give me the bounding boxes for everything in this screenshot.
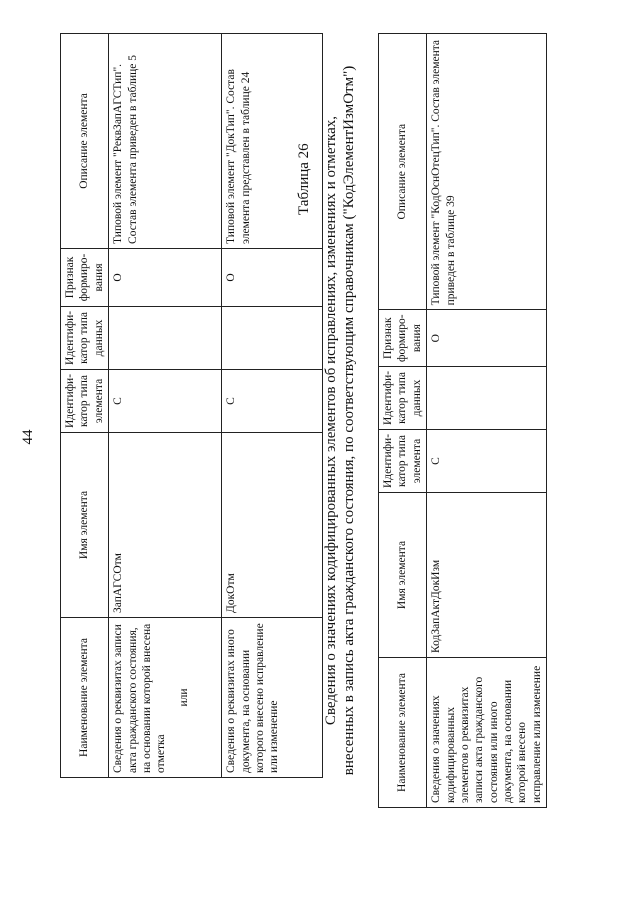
header-sign: Признак формиро-вания <box>61 248 109 306</box>
row-type-id: С <box>222 369 323 432</box>
header-name: Наименование элемента <box>379 658 427 808</box>
row-element: ДокОтм <box>222 433 323 618</box>
row-name: Сведения о реквизитах иного документа, на основании которого внесено исправление или изменение <box>222 618 323 778</box>
row-description: Типовой элемент "РеквЗапАГСТип". Состав элемента приведен в таблице 5 <box>109 34 222 249</box>
table-row <box>109 34 222 778</box>
elements-table-continued <box>60 33 323 778</box>
table-caption: Таблица 26 <box>296 143 312 215</box>
row-sign: О <box>427 310 547 367</box>
row-sign: О <box>109 248 222 306</box>
table-header-row <box>379 34 427 808</box>
row-element: ЗапАГСОтм <box>109 433 222 618</box>
page-number: 44 <box>20 429 36 445</box>
header-name: Наименование элемента <box>61 618 109 778</box>
header-type-id: Идентифи-катор типа элемента <box>61 369 109 432</box>
row-element: КодЗапАктДокИзм <box>427 493 547 658</box>
row-name: Сведения о значениях кодифицированных элементов о реквизитах записи акта гражданского состояния или иного документа, на основании которой внесено исправление или изменение <box>427 658 547 808</box>
row-type-id: С <box>427 429 547 492</box>
table-header-row <box>61 34 109 778</box>
row-name: Сведения о реквизитах записи акта гражданского состояния, на основании которой внесена отметка или <box>109 618 222 778</box>
header-sign: Признак формиро-вания <box>379 310 427 367</box>
row-description: Типовой элемент "КодОснОтецТип". Состав элемента приведен в таблице 39 <box>427 34 547 310</box>
row-sign: О <box>222 248 323 306</box>
codified-elements-table <box>378 33 547 808</box>
table-title-line1: Сведения о значениях кодифицированных элементов об исправлениях, изменениях и отметках, <box>323 115 339 726</box>
row-data-type <box>109 306 222 369</box>
table-title <box>322 33 358 808</box>
row-type-id: С <box>109 369 222 432</box>
row-data-type <box>222 306 323 369</box>
header-description: Описание элемента <box>379 34 427 310</box>
header-element: Имя элемента <box>61 433 109 618</box>
table-title-line2: внесенных в запись акта гражданского состояния, по соответствующим справочникам ("КодЭлементИзмОтм") <box>341 65 357 776</box>
header-description: Описание элемента <box>61 34 109 249</box>
table-row <box>427 34 547 808</box>
row-data-type <box>427 366 547 429</box>
header-data-type: Идентифи-катор типа данных <box>61 306 109 369</box>
or-separator: или <box>177 688 190 707</box>
row-description: Типовой элемент "ДокТип". Состав элемента представлен в таблице 24 <box>222 34 323 249</box>
header-element: Имя элемента <box>379 493 427 658</box>
header-data-type: Идентифи-катор типа данных <box>379 366 427 429</box>
header-type-id: Идентифи-катор типа элемента <box>379 429 427 492</box>
